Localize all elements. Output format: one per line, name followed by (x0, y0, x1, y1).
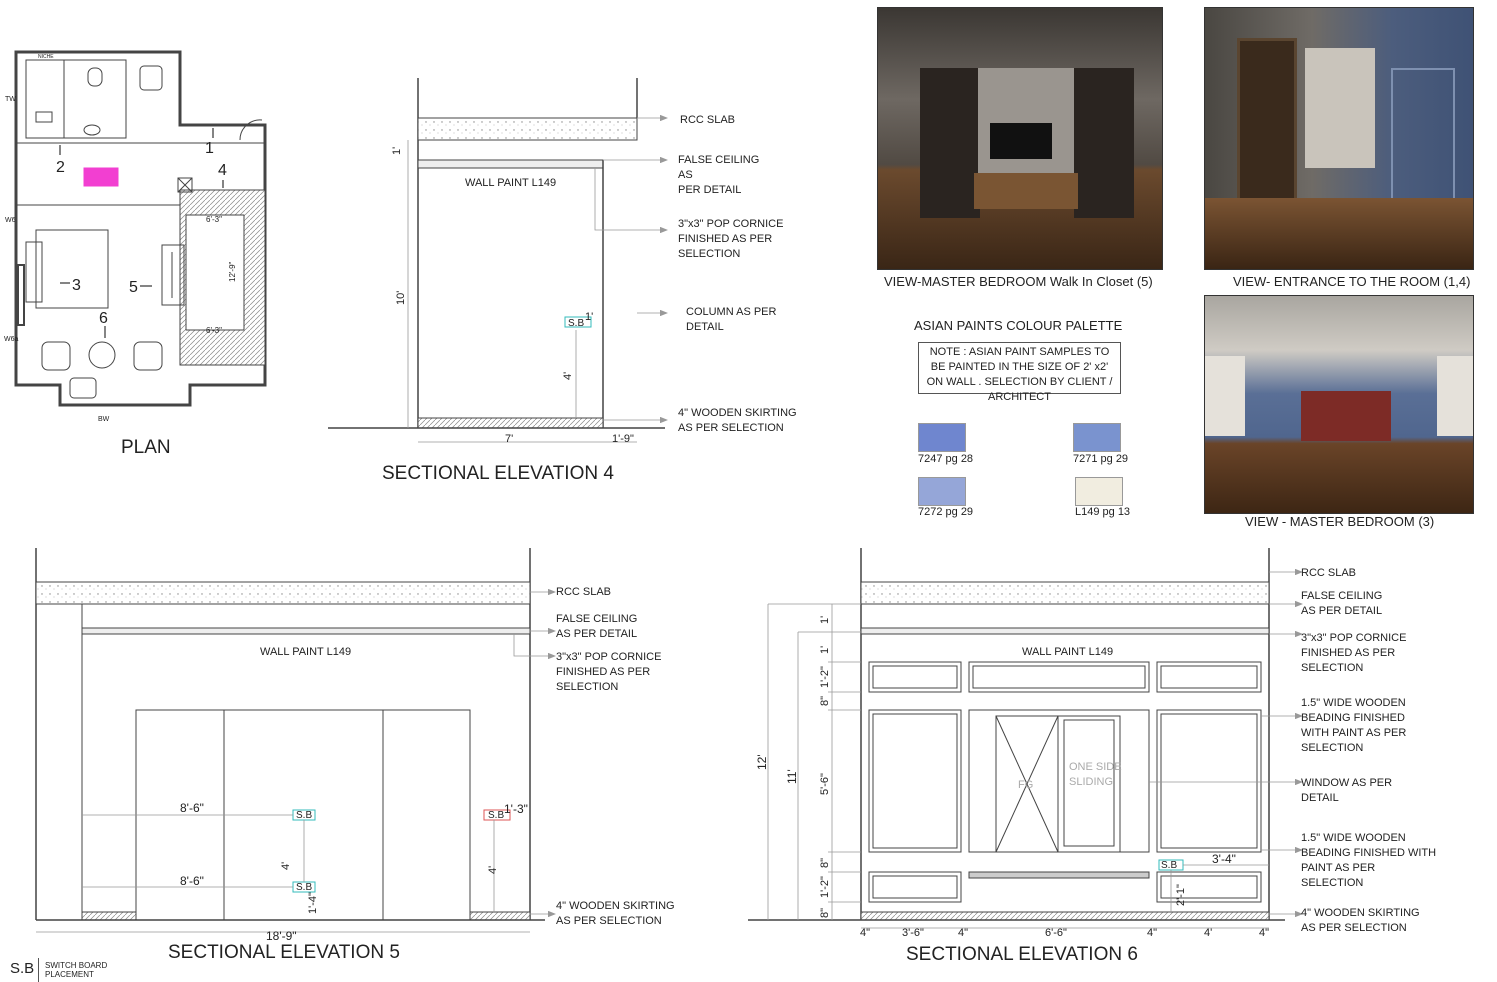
bedroom-caption: VIEW - MASTER BEDROOM (3) (1245, 514, 1435, 529)
elev6-dim-inner: 11' (785, 769, 799, 784)
elev6-hdim-3: 6'-6" (1045, 927, 1067, 939)
plan-dim-side: 12'-9" (228, 261, 237, 282)
swatch-7247 (918, 423, 966, 452)
elev6-cornice (861, 628, 1269, 634)
elev6-hdim-4: 4" (1147, 927, 1158, 939)
plan-marker-1: 1 (205, 140, 214, 157)
elev5-sb-3: S.B (488, 810, 505, 821)
plan-bathroom (26, 60, 126, 138)
elev6-sb-label: S.B (1161, 860, 1178, 871)
elev5-note-cornice: 3"x3" POP CORNICE FINISHED AS PER SELECTION (556, 651, 662, 693)
swatch-l149 (1075, 477, 1123, 506)
elev6-sill (969, 872, 1149, 878)
elev4-note-skirting: 4" WOODEN SKIRTING AS PER SELECTION (678, 407, 797, 434)
elev6-fg-label: FG (1018, 779, 1034, 791)
elev6-note-beading-2: 1.5" WIDE WOODEN BEADING FINISHED WITH PAINT AS PER SELECTION (1301, 832, 1437, 889)
swatch-7272 (918, 477, 966, 506)
elev4-wall-label: WALL PAINT L149 (465, 177, 557, 189)
elev6-vdim-2: 1'-2" (819, 666, 831, 688)
elev6-note-slab: RCC SLAB (1301, 567, 1357, 579)
plan-marker-5: 5 (129, 279, 138, 296)
elev4-skirting (418, 418, 603, 428)
elevation-6 (748, 548, 1295, 928)
elev4-cornice (418, 160, 603, 168)
render-walk-in-closet (877, 7, 1163, 270)
swatch-7272-label: 7272 pg 29 (918, 506, 974, 518)
closet-caption: VIEW-MASTER BEDROOM Walk In Closet (5) (884, 274, 1153, 289)
legend-divider (38, 958, 39, 982)
plan-toilet (88, 68, 102, 86)
elev4-slab (418, 118, 637, 140)
elev6-title: SECTIONAL ELEVATION 6 (906, 944, 1138, 965)
elev4-dim-height: 10' (395, 290, 407, 305)
elev6-hdim-1: 3'-6" (902, 927, 924, 939)
elev4-sb-label: S.B (568, 318, 585, 329)
swatch-7247-label: 7247 pg 28 (918, 453, 974, 465)
elev6-vdim-1: 1' (819, 645, 831, 654)
elevation-6-labels (755, 567, 1436, 939)
elev4-title: SECTIONAL ELEVATION 4 (382, 463, 614, 484)
elev6-vdim-5: 8" (819, 857, 831, 868)
plan-tag-w6: W6 (5, 217, 16, 224)
elev4-dim-sbside: 1' (585, 311, 594, 323)
elevation-4 (328, 78, 665, 442)
render-master-bedroom (1204, 295, 1474, 514)
elev6-note-window: WINDOW AS PER DETAIL (1301, 777, 1393, 804)
plan-tag-niche: NICHE (38, 54, 54, 60)
elev6-hdim-5: 4' (1204, 927, 1213, 939)
render-entrance (1204, 7, 1474, 270)
elev5-note-slab: RCC SLAB (556, 586, 612, 598)
elev6-note-beading-1: 1.5" WIDE WOODEN BEADING FINISHED WITH PAINT AS PER SELECTION (1301, 697, 1407, 754)
elev4-note-slab: RCC SLAB (680, 114, 736, 126)
elev5-dim-1: 8'-6" (180, 801, 204, 815)
elevation-5-labels (180, 586, 675, 943)
elev4-note-cornice: 3"x3" POP CORNICE FINISHED AS PER SELECTION (678, 218, 784, 260)
plan-table (89, 342, 115, 368)
elev4-note-ceiling: FALSE CEILING AS PER DETAIL (678, 154, 760, 196)
elev5-dim-2: 8'-6" (180, 874, 204, 888)
elev6-note-skirting: 4" WOODEN SKIRTING AS PER SELECTION (1301, 907, 1420, 934)
plan-tag-bw: BW (98, 416, 110, 423)
elev6-note-ceiling: FALSE CEILING AS PER DETAIL (1301, 590, 1383, 617)
palette-title: ASIAN PAINTS COLOUR PALETTE (914, 318, 1123, 333)
elev4-dim-top: 1' (391, 146, 403, 155)
elevation-5 (36, 548, 548, 932)
plan-tv-unit (84, 168, 118, 186)
plan-marker-4: 4 (218, 162, 227, 179)
floor-plan (16, 52, 265, 405)
elev6-dim-total: 12' (755, 754, 769, 770)
elev5-slab (36, 582, 530, 604)
plan-dim-top: 6'-3" (206, 215, 222, 224)
elev4-dim-w2: 1'-9" (612, 433, 634, 445)
elev6-panel-mid-left (869, 710, 961, 852)
elev5-dim-3: 1'-3" (504, 802, 528, 816)
legend-text: SWITCH BOARD PLACEMENT (45, 961, 108, 979)
plan-dim-bottom: 6'-3" (206, 326, 222, 335)
elev6-hdim-0: 4" (860, 927, 871, 939)
elev6-note-cornice: 3"x3" POP CORNICE FINISHED AS PER SELECTION (1301, 632, 1407, 674)
swatch-7271 (1073, 423, 1121, 452)
elev5-wall-label: WALL PAINT L149 (260, 646, 352, 658)
elev5-title: SECTIONAL ELEVATION 5 (168, 942, 400, 963)
elev6-sbdim-1: 2'-1" (1175, 884, 1187, 906)
palette-note: NOTE : ASIAN PAINT SAMPLES TO BE PAINTED IN THE SIZE OF 2' x2' ON WALL . SELECTION BY CLIENT / ARCHITECT (918, 342, 1121, 394)
elev6-vdim-3: 8" (819, 695, 831, 706)
elev5-sb-2: S.B (296, 882, 313, 893)
elev6-sbdim-0: 3'-4" (1212, 852, 1236, 866)
entrance-caption: VIEW- ENTRANCE TO THE ROOM (1,4) (1233, 274, 1471, 289)
elev6-vdim-4: 5'-6" (819, 773, 831, 795)
elev6-skirting (861, 912, 1269, 920)
elev6-wall-label: WALL PAINT L149 (1022, 646, 1114, 658)
elev6-vdim-0: 1' (819, 615, 831, 624)
plan-title: PLAN (121, 437, 171, 458)
elev5-skirting-left (82, 912, 136, 920)
elev6-panel-mid-right (1157, 710, 1261, 852)
plan-tag-tw: TW (5, 96, 16, 103)
elev5-cornice (82, 628, 530, 634)
plan-marker-6: 6 (99, 310, 108, 327)
elev6-sliding-label: ONE SIDE SLIDING (1069, 761, 1122, 788)
elev4-dim-sbh: 4' (562, 371, 574, 380)
elev6-vdim-6: 1'-2" (819, 876, 831, 898)
elev6-hdim-2: 4" (958, 927, 969, 939)
plan-tag-w6a: W6a (4, 336, 19, 343)
elev4-note-column: COLUMN AS PER DETAIL (686, 306, 777, 333)
swatch-7271-label: 7271 pg 29 (1073, 453, 1129, 465)
elev5-dim-h1: 4' (280, 861, 292, 870)
elev6-vdim-7: 8" (819, 907, 831, 918)
elev4-dim-w1: 7' (505, 433, 514, 445)
elev5-skirting-right (470, 912, 530, 920)
plan-bed (36, 230, 108, 308)
elev5-dim-h3: 4' (487, 865, 499, 874)
legend-code: S.B (10, 960, 35, 977)
elev5-dim-h2: 1'-4" (307, 892, 319, 914)
swatch-l149-label: L149 pg 13 (1075, 506, 1131, 518)
elev5-sb-1: S.B (296, 810, 313, 821)
plan-chair (140, 66, 162, 90)
plan-marker-3: 3 (72, 277, 81, 294)
elev5-note-skirting: 4" WOODEN SKIRTING AS PER SELECTION (556, 900, 675, 927)
elev6-hdim-6: 4" (1259, 927, 1270, 939)
elev5-note-ceiling: FALSE CEILING AS PER DETAIL (556, 613, 638, 640)
plan-marker-2: 2 (56, 159, 65, 176)
elev6-slab (861, 582, 1269, 604)
legend (0, 958, 110, 982)
elev5-dim-width: 18'-9" (266, 929, 297, 943)
